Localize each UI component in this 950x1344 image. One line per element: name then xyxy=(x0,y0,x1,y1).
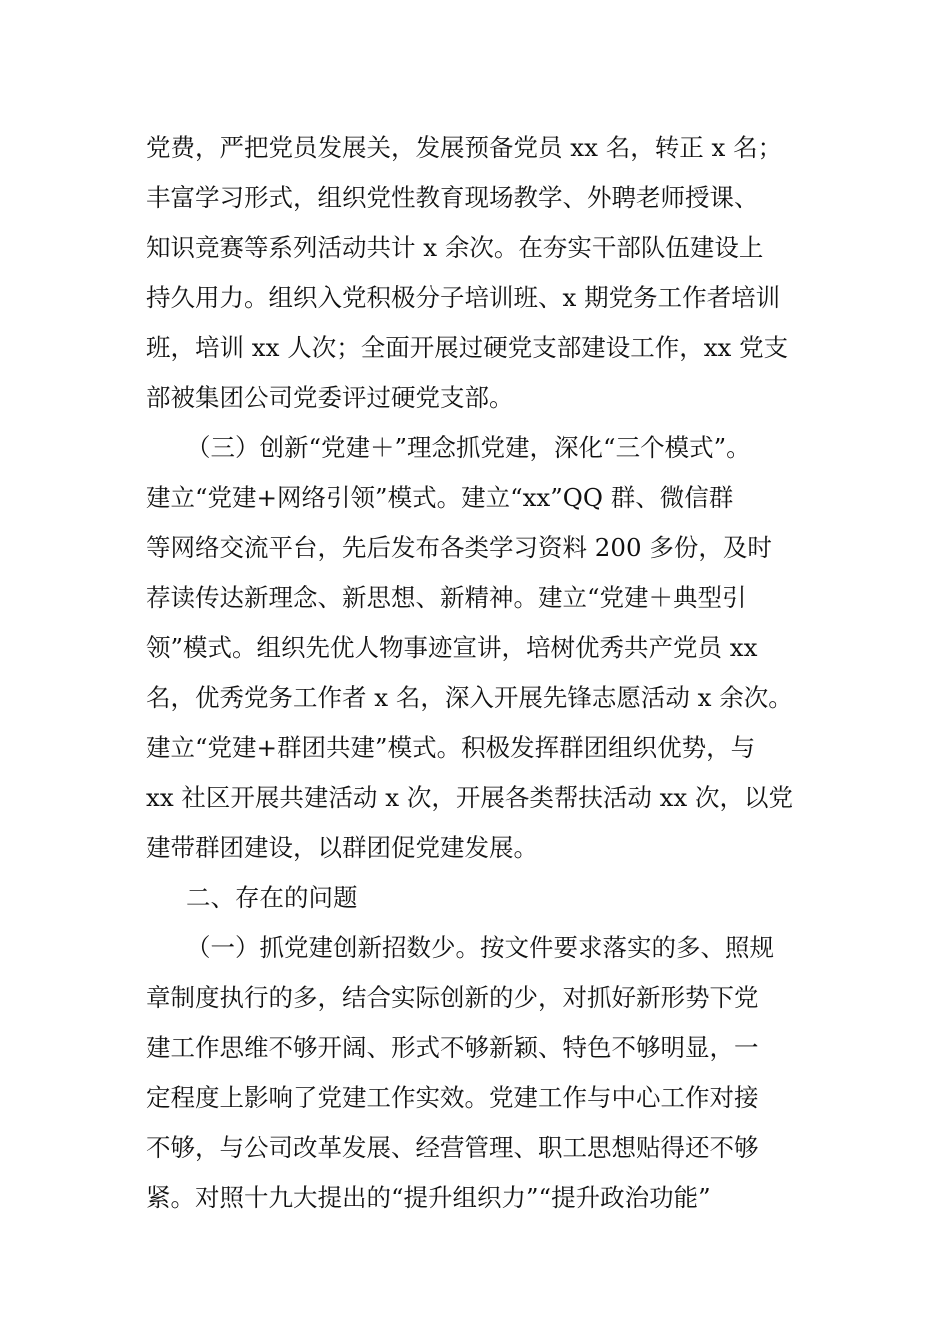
paragraph-line: 荐读传达新理念、新思想、新精神。建立“党建＋典型引 xyxy=(146,583,747,612)
paragraph-line: 党费，严把党员发展关，发展预备党员 xx 名，转正 x 名； xyxy=(146,133,783,162)
paragraph-line: 等网络交流平台，先后发布各类学习资料 200 多份，及时 xyxy=(146,533,772,562)
subsection-heading-one: （一）抓党建创新招数少。按文件要求落实的多、照规 xyxy=(186,933,774,962)
section-heading-three: （三）创新“党建＋”理念抓党建，深化“三个模式”。 xyxy=(186,433,751,462)
paragraph-line: 知识竞赛等系列活动共计 x 余次。在夯实干部队伍建设上 xyxy=(146,233,764,262)
paragraph-line: 建带群团建设，以群团促党建发展。 xyxy=(146,833,538,862)
paragraph-line: 部被集团公司党委评过硬党支部。 xyxy=(146,383,514,412)
paragraph-line: 班，培训 xx 人次；全面开展过硬党支部建设工作，xx 党支 xyxy=(146,333,789,362)
paragraph-line: 名，优秀党务工作者 x 名，深入开展先锋志愿活动 x 余次。 xyxy=(146,683,793,712)
paragraph-line: 持久用力。组织入党积极分子培训班、x 期党务工作者培训 xyxy=(146,283,781,312)
paragraph-line: 建立“党建+群团共建”模式。积极发挥群团组织优势，与 xyxy=(146,733,756,762)
paragraph-line: 领”模式。组织先优人物事迹宣讲，培树优秀共产党员 xx xyxy=(146,633,758,662)
paragraph-line: 章制度执行的多，结合实际创新的少，对抓好新形势下党 xyxy=(146,983,759,1012)
paragraph-line: 建工作思维不够开阔、形式不够新颖、特色不够明显，一 xyxy=(146,1033,759,1062)
paragraph-line: 建立“党建+网络引领”模式。建立“xx”QQ 群、微信群 xyxy=(146,483,734,512)
paragraph-line: 定程度上影响了党建工作实效。党建工作与中心工作对接 xyxy=(146,1083,759,1112)
paragraph-line: 丰富学习形式，组织党性教育现场教学、外聘老师授课、 xyxy=(146,183,759,212)
paragraph-line: 紧。对照十九大提出的“提升组织力”“提升政治功能” xyxy=(146,1183,711,1212)
section-title: 二、存在的问题 xyxy=(186,883,358,912)
paragraph-line: xx 社区开展共建活动 x 次，开展各类帮扶活动 xx 次，以党 xyxy=(146,783,794,812)
paragraph-line: 不够，与公司改革发展、经营管理、职工思想贴得还不够 xyxy=(146,1133,759,1162)
